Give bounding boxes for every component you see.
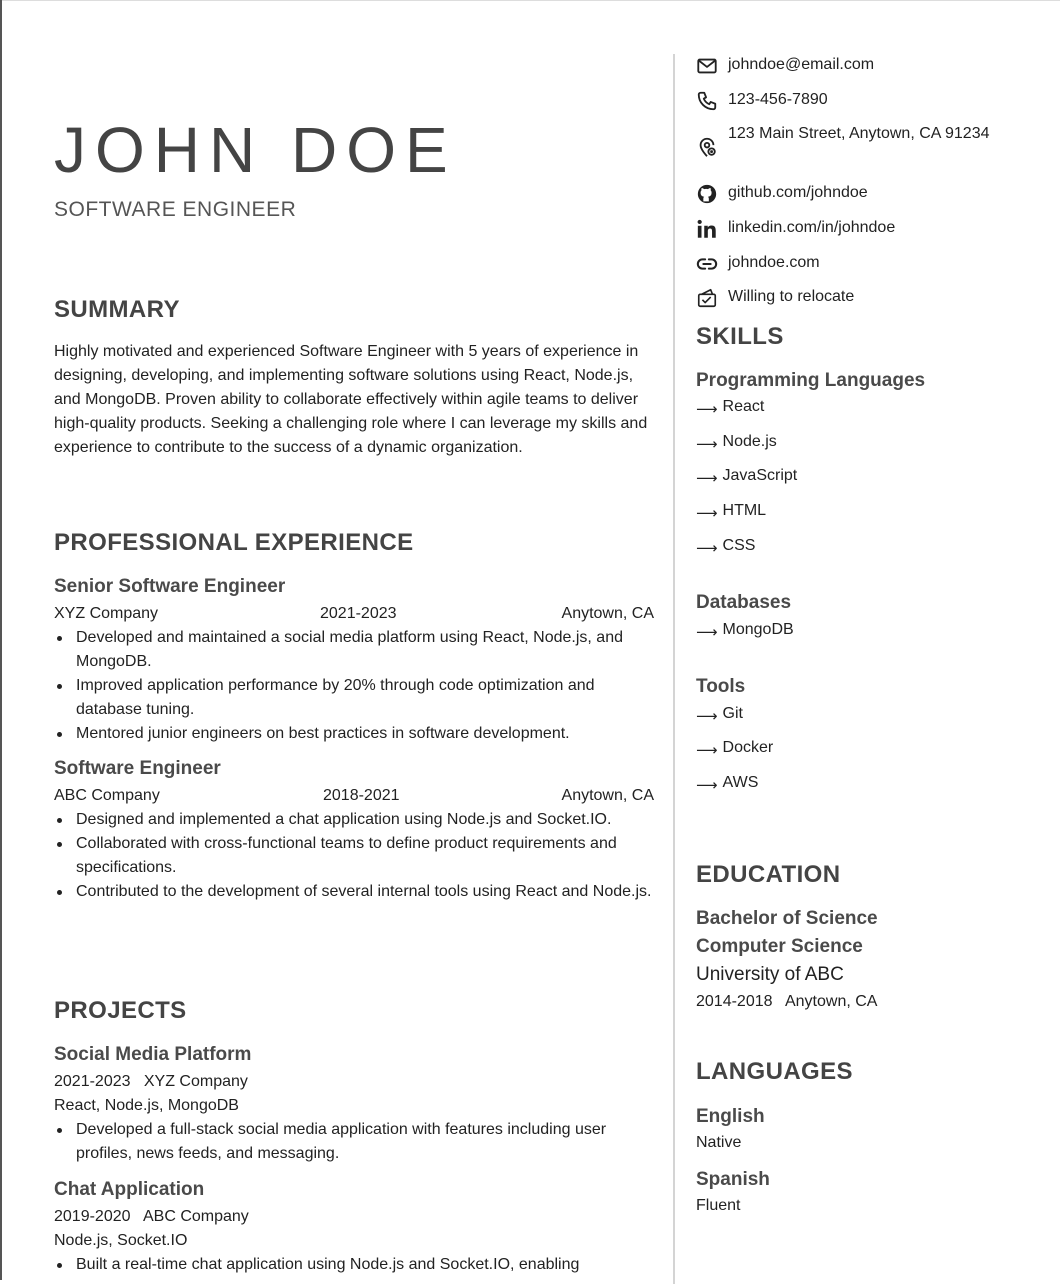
job-bullet: Designed and implemented a chat application using Node.js and Socket.IO. [54,808,654,832]
project-tech: Node.js, Socket.IO [54,1232,188,1249]
education-degree: Bachelor of Science [696,908,878,929]
summary-text: Highly motivated and experienced Software Engineer with 5 years of experience in designing, developing, and implementing software solutions using React, Node.js, and MongoDB. Proven ability to collaborate effectively within agile teams to deliver high-quality products. Seeking a challenging role where I can leverage my skills and experience to contribute to the success of a dynamic organization. [54,343,648,456]
mail-icon [696,55,718,77]
language-name: Spanish [696,1169,770,1190]
experience-heading: PROFESSIONAL EXPERIENCE [54,529,414,556]
job-role: Senior Software Engineer [54,576,286,597]
contact-text: github.com/johndoe [728,184,868,201]
skill-group-title: Programming Languages [696,370,926,391]
skill-item: ⟶ CSS [696,534,755,558]
project-company: XYZ Company [143,1073,248,1090]
education-heading: EDUCATION [696,861,841,888]
job-meta [54,602,654,626]
language-level: Fluent [696,1197,741,1214]
experience-entry [54,575,654,746]
arrow-icon: ⟶ [696,505,718,522]
job-bullets [54,808,654,904]
contact-text: 123-456-7890 [728,91,828,108]
job-bullet: Mentored junior engineers on best practices in software development. [54,722,654,746]
linkedin-icon [696,218,718,240]
experience-entry [54,757,654,904]
job-company: XYZ Company [54,605,159,622]
project-dates: 2021-2023 [54,1073,131,1090]
relocate-icon [696,287,718,309]
contact-text: johndoe@email.com [728,56,875,73]
skill-item: ⟶ JavaScript [696,464,797,488]
languages-heading: LANGUAGES [696,1058,853,1085]
project-name: Chat Application [54,1179,205,1200]
project-meta [54,1205,654,1229]
project-name: Social Media Platform [54,1044,252,1065]
skill-item: ⟶ Docker [696,736,773,760]
skills-heading: SKILLS [696,323,784,350]
skill-item: ⟶ Node.js [696,430,777,454]
arrow-icon: ⟶ [696,624,718,641]
arrow-icon: ⟶ [696,777,718,794]
project-bullets [54,1253,654,1277]
job-company: ABC Company [54,787,160,804]
job-bullet: Improved application performance by 20% through code optimization and database tuning. [54,674,654,722]
skill-group-title: Tools [696,676,746,697]
skill-item: ⟶ MongoDB [696,618,794,642]
language-level: Native [696,1134,742,1151]
candidate-title: SOFTWARE ENGINEER [54,198,297,221]
project-bullet: Developed a full-stack social media application with features including user profiles, news feeds, and messaging. [54,1118,654,1166]
arrow-icon: ⟶ [696,540,718,557]
job-role: Software Engineer [54,758,221,779]
location-icon [696,136,718,158]
arrow-icon: ⟶ [696,708,718,725]
column-divider [673,54,675,1284]
contact-text: 123 Main Street, Anytown, CA 91234 [728,125,990,142]
job-meta [54,784,654,808]
project-entry [54,1178,654,1277]
skill-group-title: Databases [696,592,792,613]
job-bullet: Developed and maintained a social media platform using React, Node.js, and MongoDB. [54,626,654,674]
project-meta [54,1070,654,1094]
education-location: Anytown, CA [784,993,878,1010]
contact-text: johndoe.com [728,254,820,271]
candidate-name: JOHN DOE [54,114,457,186]
education-field: Computer Science [696,936,863,957]
summary-heading: SUMMARY [54,296,180,323]
education-school: University of ABC [696,964,844,985]
language-name: English [696,1106,765,1127]
education-meta [696,990,877,1014]
arrow-icon: ⟶ [696,436,718,453]
arrow-icon: ⟶ [696,742,718,759]
job-dates: 2018-2021 [323,787,400,804]
project-company: ABC Company [142,1208,249,1225]
contact-text: linkedin.com/in/johndoe [728,219,896,236]
project-dates: 2019-2020 [54,1208,131,1225]
phone-icon [696,90,718,112]
project-entry [54,1043,654,1166]
education-dates: 2014-2018 [696,993,773,1010]
link-icon [696,253,718,275]
skill-item: ⟶ Git [696,702,743,726]
project-tech: React, Node.js, MongoDB [54,1097,239,1114]
job-bullet: Collaborated with cross-functional teams to define product requirements and specifications. [54,832,654,880]
job-location: Anytown, CA [561,787,654,804]
contact-text: Willing to relocate [728,288,855,305]
arrow-icon: ⟶ [696,401,718,418]
project-bullets [54,1118,654,1166]
job-dates: 2021-2023 [320,605,397,622]
arrow-icon: ⟶ [696,470,718,487]
skill-item: ⟶ HTML [696,499,766,523]
github-icon [696,183,718,205]
job-bullet: Contributed to the development of several internal tools using React and Node.js. [54,880,654,904]
projects-heading: PROJECTS [54,997,187,1024]
job-location: Anytown, CA [561,605,654,622]
project-bullet: Built a real-time chat application using Node.js and Socket.IO, enabling [54,1253,654,1277]
skill-item: ⟶ React [696,395,764,419]
job-bullets [54,626,654,746]
skill-item: ⟶ AWS [696,771,758,795]
page-left-border [0,0,2,1280]
page-top-border [0,0,1060,1]
